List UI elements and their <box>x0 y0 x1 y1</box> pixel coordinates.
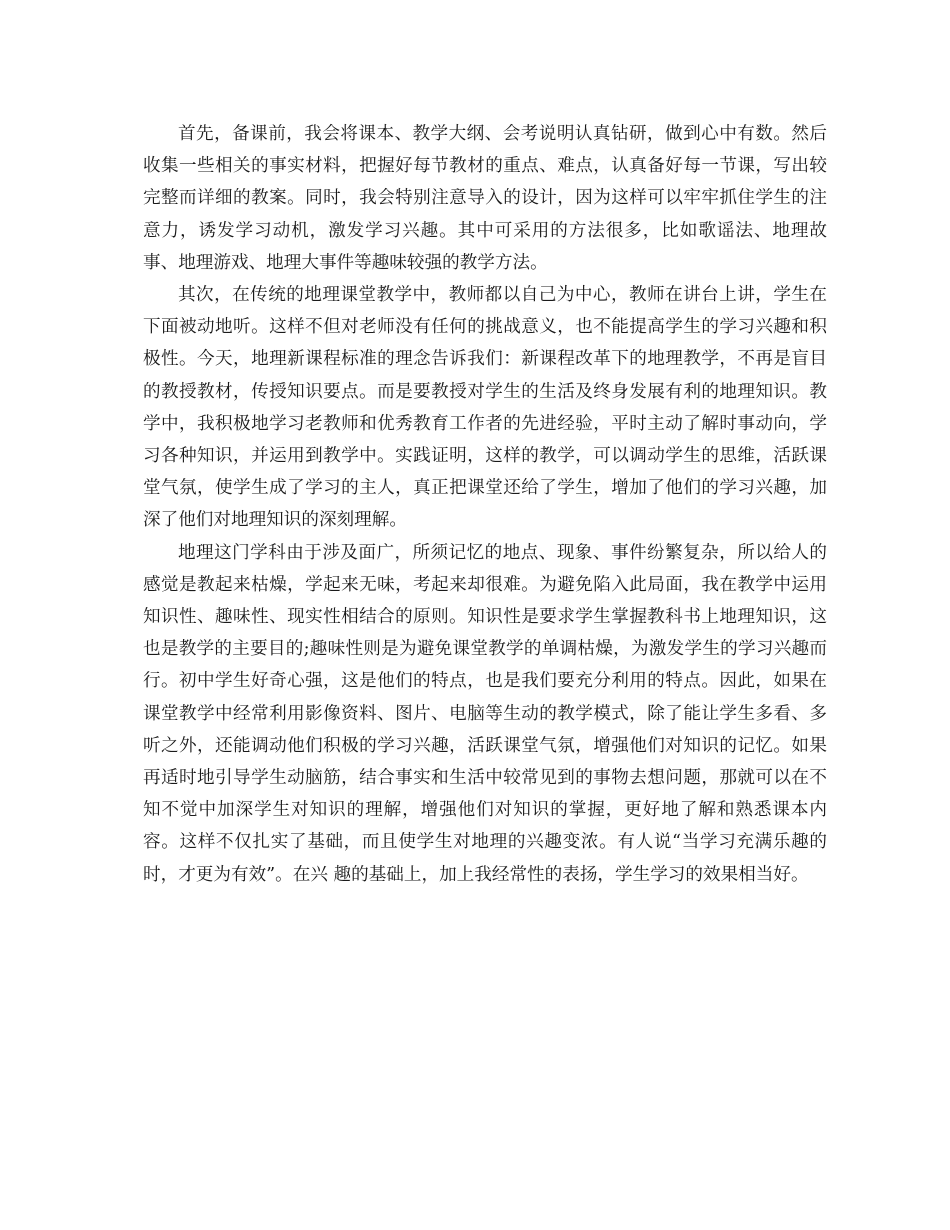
paragraph-3: 地理这门学科由于涉及面广，所须记忆的地点、现象、事件纷繁复杂，所以给人的感觉是教起来枯燥，学起来无味，考起来却很难。为避免陷入此局面，我在教学中运用知识性、趣味性、现实性相结合的原则。知识性是要求学生掌握教科书上地理知识，这也是教学的主要目的;趣味性则是为避免课堂教学的单调枯燥，为激发学生的学习兴趣而行。初中学生好奇心强，这是他们的特点，也是我们要充分利用的特点。因此，如果在课堂教学中经常利用影像资料、图片、电脑等生动的教学模式，除了能让学生多看、多听之外，还能调动他们积极的学习兴趣，活跃课堂气氛，增强他们对知识的记忆。如果再适时地引导学生动脑筋，结合事实和生活中较常见到的事物去想问题，那就可以在不知不觉中加深学生对知识的理解，增强他们对知识的掌握，更好地了解和熟悉课本内容。这样不仅扎实了基础，而且使学生对地理的兴趣变浓。有人说“当学习充满乐趣的时，才更为有效”。在兴 趣的基础上，加上我经常性的表扬，学生学习的效果相当好。 <box>143 542 827 885</box>
document-body <box>143 118 827 891</box>
paragraph-1: 首先，备课前，我会将课本、教学大纲、会考说明认真钻研，做到心中有数。然后收集一些相关的事实材料，把握好每节教材的重点、难点，认真备好每一节课，写出较完整而详细的教案。同时，我会特别注意导入的设计，因为这样可以牢牢抓住学生的注意力，诱发学习动机，激发学习兴趣。其中可采用的方法很多，比如歌谣法、地理故事、地理游戏、地理大事件等趣味较强的教学方法。 <box>143 124 827 273</box>
paragraph-2: 其次，在传统的地理课堂教学中，教师都以自己为中心，教师在讲台上讲，学生在下面被动地听。这样不但对老师没有任何的挑战意义，也不能提高学生的学习兴趣和积极性。今天，地理新课程标准的理念告诉我们：新课程改革下的地理教学，不再是盲目的教授教材，传授知识要点。而是要教授对学生的生活及终身发展有利的地理知识。教学中，我积极地学习老教师和优秀教育工作者的先进经验，平时主动了解时事动向，学习各种知识，并运用到教学中。实践证明，这样的教学，可以调动学生的思维，活跃课堂气氛，使学生成了学习的主人，真正把课堂还给了学生，增加了他们的学习兴趣，加深了他们对地理知识的深刻理解。 <box>143 285 827 531</box>
